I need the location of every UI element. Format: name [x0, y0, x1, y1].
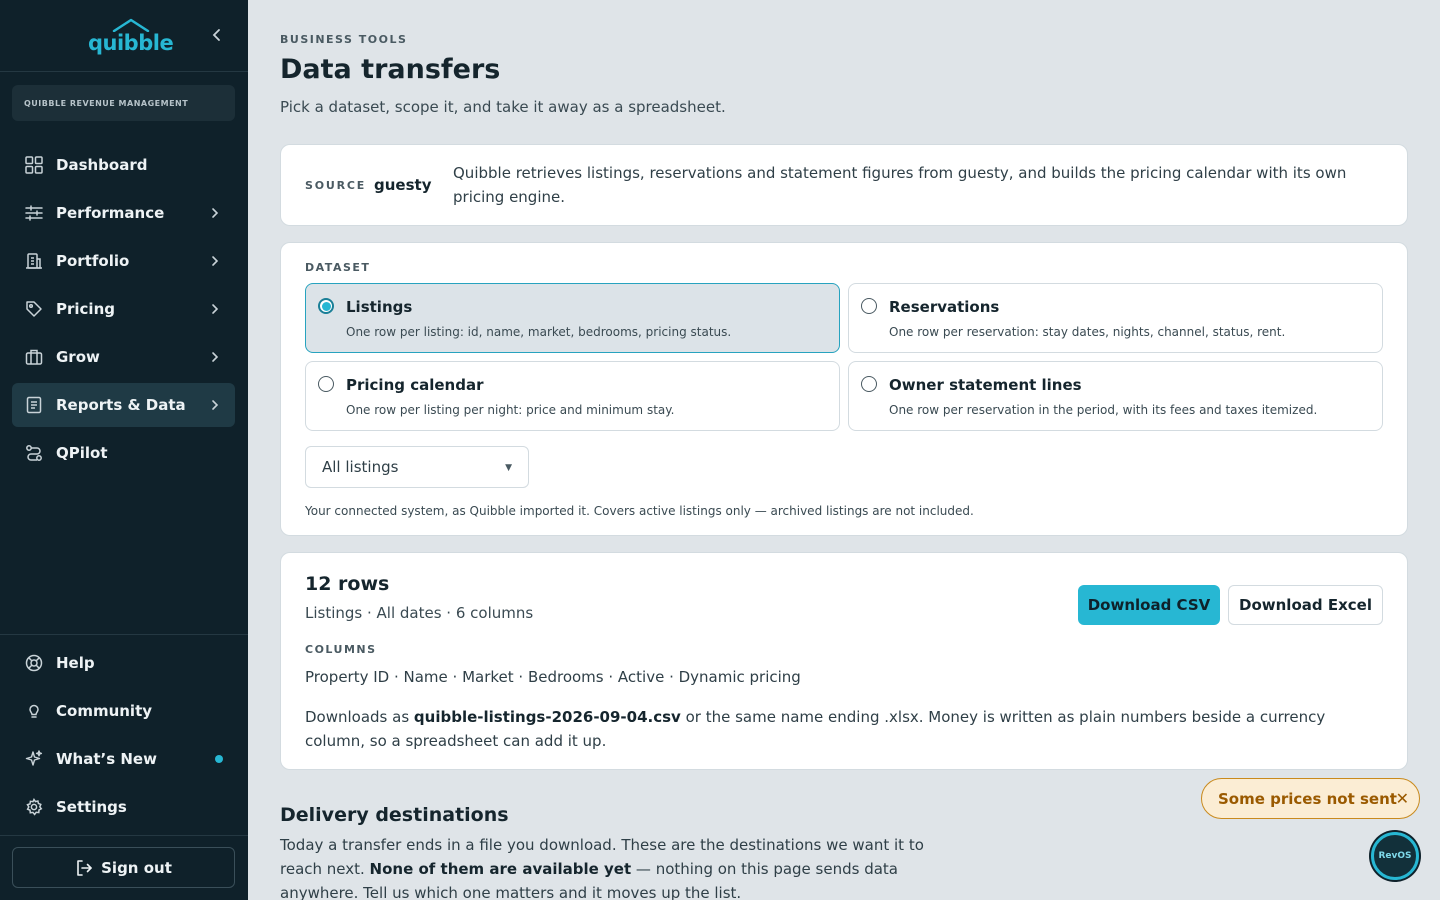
dataset-option-pricing-calendar[interactable] [305, 361, 840, 431]
prices-warning-toast[interactable] [1201, 778, 1420, 819]
nav-item-dashboard[interactable] [12, 143, 235, 187]
option-title: Reservations [889, 298, 1000, 316]
nav-label: What’s New [56, 750, 157, 768]
option-title: Owner statement lines [889, 376, 1082, 394]
chevron-left-icon [208, 26, 226, 44]
nav-label: Grow [56, 348, 100, 366]
nav-label: Performance [56, 204, 165, 222]
delivery-text [280, 833, 960, 900]
sign-out-icon [75, 859, 93, 877]
listing-scope-select[interactable] [305, 446, 529, 488]
quibble-logo[interactable] [88, 18, 173, 54]
delivery-text-prefix: Today a transfer ends in a file you download. These are the destinations we want it to reach next. [280, 836, 924, 878]
option-title: Pricing calendar [346, 376, 484, 394]
nav-item-performance[interactable] [12, 191, 235, 235]
nav-item-whats-new[interactable] [12, 737, 235, 781]
nav-item-settings[interactable] [12, 785, 235, 829]
dataset-label: DATASET [305, 261, 371, 274]
sidebar [0, 0, 248, 900]
source-name: guesty [374, 176, 432, 194]
logo-text: quibble [88, 31, 174, 55]
toast-message: Some prices not sent [1218, 789, 1397, 808]
nav-item-portfolio[interactable] [12, 239, 235, 283]
option-description: One row per listing per night: price and minimum stay. [346, 403, 675, 417]
nav-item-pricing[interactable] [12, 287, 235, 331]
option-description: One row per reservation: stay dates, nights, channel, status, rent. [889, 325, 1286, 339]
building-icon [24, 251, 44, 271]
page-subtitle: Pick a dataset, scope it, and take it away as a spreadsheet. [280, 98, 726, 116]
route-icon [24, 443, 44, 463]
nav-label: Pricing [56, 300, 115, 318]
chevron-right-icon [209, 254, 221, 268]
lifebuoy-icon [24, 653, 44, 673]
nav-item-qpilot[interactable] [12, 431, 235, 475]
org-switcher[interactable] [12, 85, 235, 121]
report-icon [24, 395, 44, 415]
briefcase-icon [24, 347, 44, 367]
sidebar-divider [0, 634, 248, 635]
nav-item-community[interactable] [12, 689, 235, 733]
dataset-option-reservations[interactable] [848, 283, 1383, 353]
nav-label: Community [56, 702, 153, 720]
columns-label: COLUMNS [305, 643, 377, 656]
source-label: SOURCE [305, 179, 367, 192]
page-title: Data transfers [280, 54, 501, 85]
main-nav [12, 143, 235, 479]
lightbulb-icon [24, 701, 44, 721]
logo-roof-icon [96, 18, 166, 32]
columns-list: Property ID · Name · Market · Bedrooms · Active · Dynamic pricing [305, 668, 801, 686]
download-filename: quibble-listings-2026-09-04.csv [413, 708, 681, 726]
secondary-nav [12, 641, 235, 833]
sidebar-divider [0, 835, 248, 836]
chevron-right-icon [209, 206, 221, 220]
nav-item-help[interactable] [12, 641, 235, 685]
assistant-launcher-button[interactable] [1371, 832, 1419, 880]
chevron-right-icon [209, 398, 221, 412]
assistant-label: RevOS [1378, 851, 1412, 861]
radio-button[interactable] [318, 376, 334, 392]
export-summary: Listings · All dates · 6 columns [305, 604, 534, 622]
nav-label: Portfolio [56, 252, 130, 270]
sparkle-icon [24, 749, 44, 769]
tag-icon [24, 299, 44, 319]
download-excel-button[interactable]: Download Excel [1228, 585, 1383, 625]
nav-item-reports-data[interactable] [12, 383, 235, 427]
gear-icon [24, 797, 44, 817]
sign-out-label: Sign out [101, 858, 172, 877]
chevron-right-icon [209, 302, 221, 316]
collapse-sidebar-button[interactable] [208, 26, 226, 44]
delivery-text-bold: None of them are available yet [369, 860, 632, 878]
option-description: One row per listing: id, name, market, bedrooms, pricing status. [346, 325, 732, 339]
close-icon[interactable]: ✕ [1395, 789, 1409, 808]
row-count: 12 rows [305, 573, 390, 595]
delivery-text-suffix: — nothing on this page sends data anywhere. Tell us which one matters and it moves up the list. [280, 860, 898, 900]
nav-label: Settings [56, 798, 127, 816]
download-csv-button[interactable]: Download CSV [1078, 585, 1220, 625]
delivery-title: Delivery destinations [280, 804, 509, 826]
org-name: QUIBBLE REVENUE MANAGEMENT [24, 98, 189, 108]
dataset-note: Your connected system, as Quibble imported it. Covers active listings only — archived listings are not included. [305, 504, 974, 518]
download-note-suffix: or the same name ending .xlsx. Money is written as plain numbers beside a currency column, so a spreadsheet can add it up. [305, 708, 1326, 750]
option-description: One row per reservation in the period, with its fees and taxes itemized. [889, 403, 1318, 417]
scope-select-value: All listings [322, 458, 399, 476]
nav-label: Dashboard [56, 156, 148, 174]
nav-label: Reports & Data [56, 396, 186, 414]
radio-button[interactable] [318, 298, 334, 314]
logo-row [0, 0, 248, 72]
option-title: Listings [346, 298, 413, 316]
radio-button[interactable] [861, 376, 877, 392]
sliders-icon [24, 203, 44, 223]
dataset-option-owner-statement-lines[interactable] [848, 361, 1383, 431]
nav-label: Help [56, 654, 95, 672]
dataset-card [280, 242, 1408, 536]
page-eyebrow: BUSINESS TOOLS [280, 33, 408, 46]
source-description: Quibble retrieves listings, reservations and statement figures from guesty, and builds the pricing calendar with its own pricing engine. [453, 164, 1347, 206]
sign-out-button[interactable] [12, 847, 235, 888]
grid-icon [24, 155, 44, 175]
nav-item-grow[interactable] [12, 335, 235, 379]
caret-down-icon: ▼ [505, 463, 512, 473]
source-card [280, 144, 1408, 226]
dataset-option-listings[interactable] [305, 283, 840, 353]
nav-label: QPilot [56, 444, 108, 462]
radio-button[interactable] [861, 298, 877, 314]
chevron-right-icon [209, 350, 221, 364]
export-card [280, 552, 1408, 770]
download-note [305, 705, 1365, 753]
new-indicator-dot [215, 755, 223, 763]
download-note-prefix: Downloads as [305, 708, 414, 726]
